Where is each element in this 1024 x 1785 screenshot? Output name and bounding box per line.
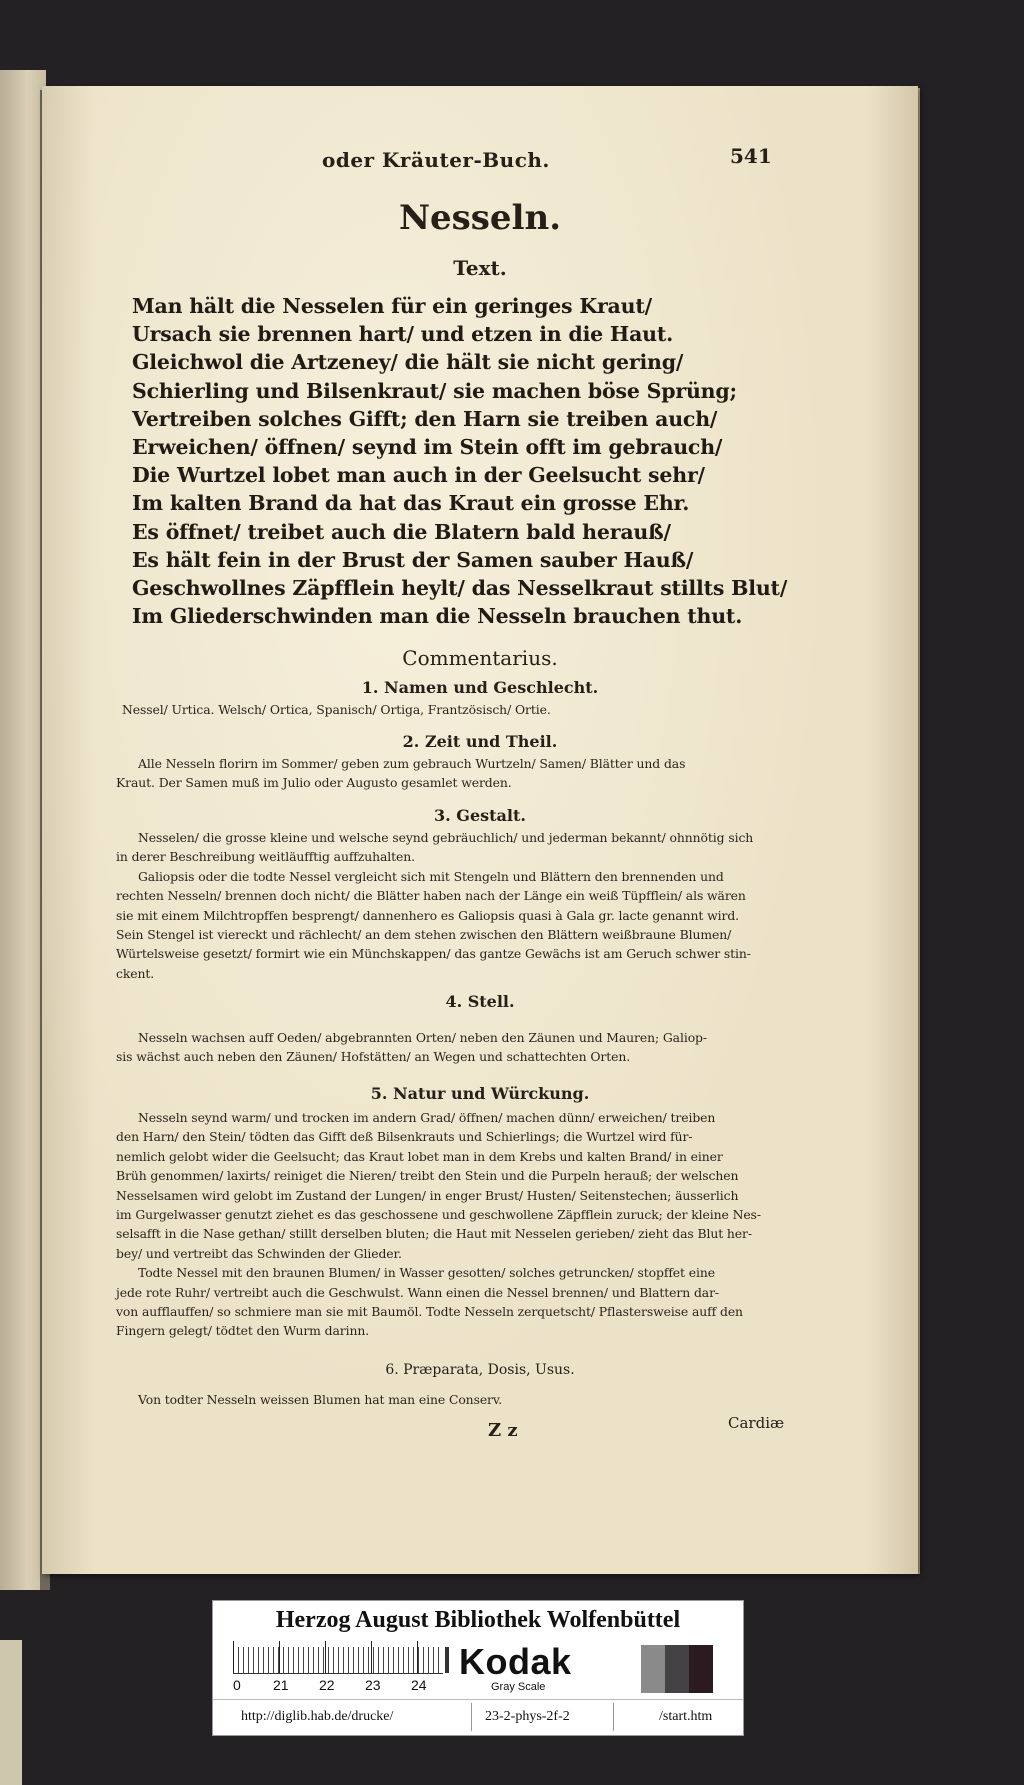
text-line: Nesseln seynd warm/ und trocken im andern Grad/ öffnen/ machen dünn/ erweichen/ treiben — [138, 1110, 716, 1125]
ruler-end-mark — [445, 1647, 449, 1673]
verse-line: Erweichen/ öffnen/ seynd im Stein offt im gebrauch/ — [132, 435, 723, 460]
section-heading: 2. Zeit und Theil. — [402, 732, 558, 751]
verse-line: Es öffnet/ treibet auch die Blatern bald herauß/ — [132, 519, 671, 544]
text-line: Todte Nessel mit den braunen Blumen/ in Wasser gesotten/ solches getruncken/ stopffet eine — [138, 1265, 715, 1281]
text-line: sie mit einem Milchtropffen besprengt/ dannenhero es Galiopsis quasi à Gala gr. lacte genannt wird. — [116, 907, 740, 923]
text-line: Von todter Nesseln weissen Blumen hat man eine Conserv. — [138, 1392, 503, 1407]
verse-block — [132, 292, 787, 630]
gray-scale-caption: Gray Scale — [491, 1681, 546, 1693]
text-line: Brüh genommen/ laxirts/ reiniget die Nieren/ treibt den Stein und die Purpeln herauß; der welschen — [116, 1168, 739, 1184]
page-number: 541 — [730, 144, 772, 168]
text-line: Sein Stengel ist viereckt und rächlecht/ an dem stehen zwischen den Blättern weißbraune Blumen/ — [116, 927, 732, 943]
verse-line: Schierling und Bilsenkraut/ sie machen böse Sprüng; — [132, 378, 737, 403]
text-line: den Harn/ den Stein/ tödten das Gifft deß Bilsenkrauts und Schierlings; die Wurtzel wird für- — [116, 1129, 693, 1145]
page-title: Nesseln. — [398, 198, 562, 238]
scale-ruler-major-ticks — [233, 1641, 443, 1673]
text-line: Nesselsamen wird gelobt im Zustand der Lungen/ in enger Brust/ Husten/ Seitenstechen; äusserlich — [116, 1187, 739, 1203]
section-body — [116, 754, 685, 793]
library-label — [212, 1600, 744, 1736]
shelfmark: 23-2-phys-2f-2 — [485, 1709, 570, 1724]
text-line: Fingern gelegt/ tödtet den Wurm darinn. — [116, 1323, 370, 1339]
text-line: Nesseln wachsen auff Oeden/ abgebrannten Orten/ neben den Zäunen und Mauren; Galiop- — [138, 1030, 707, 1045]
ruler-number: 22 — [319, 1677, 335, 1693]
start-path: /start.htm — [659, 1709, 713, 1724]
text-line: von aufflauffen/ so schmiere man sie mit Baumöl. Todte Nesseln zerquetscht/ Pflastersweise auff den — [116, 1304, 743, 1320]
section-body — [116, 828, 753, 983]
verse-line: Gleichwol die Artzeney/ die hält sie nicht gering/ — [132, 350, 684, 375]
text-line: Nessel/ Urtica. Welsch/ Ortica, Spanisch/ Ortiga, Frantzösisch/ Ortie. — [122, 702, 551, 717]
ruler-number: 0 — [233, 1677, 241, 1693]
text-line: Alle Nesseln florirn im Sommer/ geben zum gebrauch Wurtzeln/ Samen/ Blätter und das — [138, 756, 686, 771]
text-line: selsafft in die Nase gethan/ stillt derselben bluten; die Haut mit Nesselen gerieben/ zieht das Blut her- — [116, 1226, 752, 1242]
library-url: http://diglib.hab.de/drucke/ — [241, 1709, 394, 1724]
section-body — [116, 1108, 761, 1341]
text-line: Galiopsis oder die todte Nessel vergleicht sich mit Stengeln und Blättern den brennenden und — [138, 868, 724, 884]
text-line: bey/ und vertreibt das Schwinden der Glieder. — [116, 1245, 402, 1261]
section-heading: 4. Stell. — [445, 992, 515, 1011]
label-divider — [213, 1699, 743, 1700]
gray-swatch — [641, 1645, 665, 1693]
verse-line: Die Wurtzel lobet man auch in der Geelsucht sehr/ — [132, 463, 705, 488]
dark-swatch — [665, 1645, 689, 1693]
section-body — [116, 1028, 707, 1067]
book-page — [42, 86, 918, 1574]
text-line: ckent. — [116, 965, 155, 981]
label-separator — [613, 1703, 614, 1731]
kodak-logo: Kodak — [459, 1641, 572, 1682]
library-name: Herzog August Bibliothek Wolfenbüttel — [275, 1607, 681, 1633]
section-body — [138, 1390, 502, 1409]
black-swatch — [689, 1645, 713, 1693]
verse-line: Es hält fein in der Brust der Samen sauber Hauß/ — [132, 547, 694, 572]
verse-line: Ursach sie brennen hart/ und etzen in die Haut. — [132, 322, 674, 347]
catchword: Cardiæ — [728, 1414, 785, 1432]
section-heading: 1. Namen und Geschlecht. — [361, 678, 599, 697]
text-line: jede rote Ruhr/ vertreibt auch die Geschwulst. Wann einen die Nessel brennen/ und Blattern dar- — [116, 1284, 719, 1300]
verse-subtitle: Text. — [453, 256, 507, 280]
text-line: Nesselen/ die grosse kleine und welsche seynd gebräuchlich/ und jederman bekannt/ ohnnötig sich — [138, 830, 754, 845]
verse-line: Man hält die Nesselen für ein geringes Kraut/ — [132, 294, 652, 318]
ruler-number: 21 — [273, 1677, 289, 1693]
text-line: nemlich gelobt wider die Geelsucht; das Kraut lobet man in dem Krebs und kalten Brand/ in einer — [116, 1148, 723, 1164]
verse-line: Geschwollnes Zäpfflein heylt/ das Nesselkraut stillts Blut/ — [132, 576, 788, 601]
section-heading: 5. Natur und Würckung. — [370, 1084, 590, 1103]
label-separator — [471, 1703, 472, 1731]
text-line: sis wächst auch neben den Zäunen/ Hofstätten/ an Wegen und schattechten Orten. — [116, 1049, 631, 1065]
text-line: rechten Nesseln/ brennen doch nicht/ die Blätter haben nach der Länge ein weiß Tüpfflein/ als wären — [116, 888, 746, 904]
commentary-title: Commentarius. — [402, 646, 558, 670]
verse-line: Vertreiben solches Gifft; den Harn sie treiben auch/ — [132, 406, 718, 431]
signature-mark: Z z — [488, 1420, 518, 1441]
text-line: in derer Beschreibung weitläufftig auffzuhalten. — [116, 849, 415, 865]
section-heading: 6. Præparata, Dosis, Usus. — [385, 1362, 575, 1378]
verse-line: Im kalten Brand da hat das Kraut ein grosse Ehr. — [132, 491, 690, 516]
text-line: Kraut. Der Samen muß im Julio oder Augusto gesamlet werden. — [116, 775, 512, 791]
text-line: Würtelsweise gesetzt/ formirt wie ein Münchskappen/ das gantze Gewächs ist am Geruch schwer stin- — [116, 946, 751, 962]
section-heading: 3. Gestalt. — [434, 806, 526, 825]
ruler-number: 24 — [411, 1677, 427, 1693]
section-body — [122, 700, 551, 719]
running-head: oder Kräuter-Buch. — [322, 148, 550, 172]
ruler-number: 23 — [365, 1677, 381, 1693]
verse-line: Im Gliederschwinden man die Nesseln brauchen thut. — [132, 604, 743, 629]
text-line: im Gurgelwasser genutzt ziehet es das geschossene und geschwollene Zäpfflein zuruck; der kleine Nes- — [116, 1207, 761, 1223]
left-page-corner — [0, 1640, 22, 1785]
